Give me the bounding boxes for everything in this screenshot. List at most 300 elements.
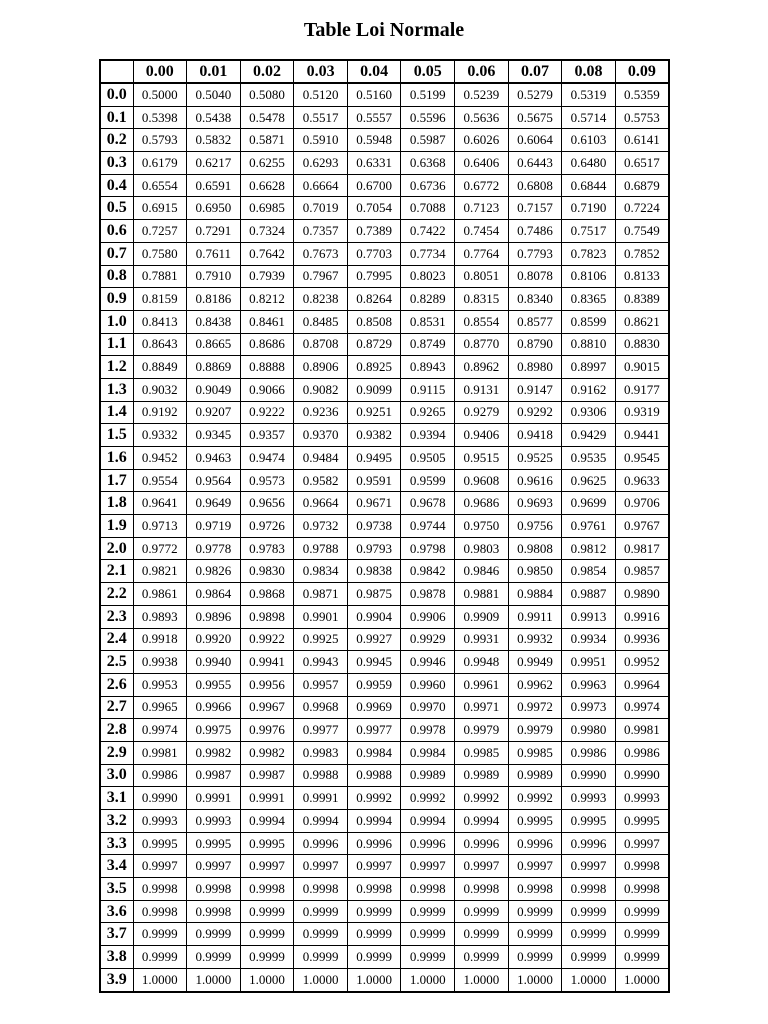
- row-header: 2.3: [100, 605, 133, 628]
- table-cell: 0.9906: [401, 605, 455, 628]
- table-cell: 0.8980: [508, 356, 562, 379]
- table-cell: 0.5359: [615, 83, 669, 106]
- table-cell: 0.9980: [562, 719, 616, 742]
- table-row: [100, 900, 669, 923]
- table-cell: 0.9993: [615, 787, 669, 810]
- table-cell: 0.6179: [133, 152, 187, 175]
- row-header: 0.1: [100, 106, 133, 129]
- column-header: 0.03: [294, 60, 348, 83]
- table-cell: 0.9967: [240, 696, 294, 719]
- row-header: 1.0: [100, 310, 133, 333]
- row-header: 2.4: [100, 628, 133, 651]
- row-header: 1.1: [100, 333, 133, 356]
- table-cell: 0.9793: [347, 537, 401, 560]
- table-cell: 0.8365: [562, 288, 616, 311]
- table-cell: 0.5319: [562, 83, 616, 106]
- table-cell: 0.5753: [615, 106, 669, 129]
- table-cell: 0.6985: [240, 197, 294, 220]
- table-cell: 0.9441: [615, 424, 669, 447]
- table-row: [100, 605, 669, 628]
- table-row: [100, 447, 669, 470]
- table-cell: 0.6103: [562, 129, 616, 152]
- table-cell: 0.9986: [562, 741, 616, 764]
- table-cell: 0.5636: [455, 106, 509, 129]
- table-cell: 0.5557: [347, 106, 401, 129]
- row-header: 0.2: [100, 129, 133, 152]
- table-cell: 0.5793: [133, 129, 187, 152]
- table-cell: 0.9959: [347, 673, 401, 696]
- table-cell: 0.9738: [347, 515, 401, 538]
- row-header: 1.2: [100, 356, 133, 379]
- table-cell: 0.9949: [508, 651, 562, 674]
- table-cell: 0.9573: [240, 469, 294, 492]
- table-row: [100, 83, 669, 106]
- table-row: [100, 673, 669, 696]
- table-cell: 1.0000: [508, 968, 562, 991]
- table-row: [100, 310, 669, 333]
- table-cell: 0.9999: [562, 900, 616, 923]
- row-header: 2.2: [100, 583, 133, 606]
- table-cell: 0.9957: [294, 673, 348, 696]
- table-cell: 0.9826: [187, 560, 241, 583]
- table-cell: 1.0000: [562, 968, 616, 991]
- table-cell: 0.9909: [455, 605, 509, 628]
- table-cell: 0.6808: [508, 174, 562, 197]
- table-row: [100, 356, 669, 379]
- table-cell: 0.7357: [294, 220, 348, 243]
- table-cell: 0.8106: [562, 265, 616, 288]
- table-cell: 0.9929: [401, 628, 455, 651]
- table-cell: 0.9922: [240, 628, 294, 651]
- table-cell: 0.9236: [294, 401, 348, 424]
- table-cell: 0.9864: [187, 583, 241, 606]
- table-cell: 0.9999: [187, 946, 241, 969]
- table-row: [100, 628, 669, 651]
- table-cell: 0.9861: [133, 583, 187, 606]
- table-cell: 0.9999: [347, 900, 401, 923]
- table-cell: 0.5199: [401, 83, 455, 106]
- table-cell: 0.9995: [508, 810, 562, 833]
- table-cell: 0.8869: [187, 356, 241, 379]
- table-cell: 0.9979: [508, 719, 562, 742]
- table-cell: 0.8340: [508, 288, 562, 311]
- table-cell: 0.9641: [133, 492, 187, 515]
- table-cell: 0.9767: [615, 515, 669, 538]
- table-row: [100, 401, 669, 424]
- row-header: 0.0: [100, 83, 133, 106]
- row-header: 3.0: [100, 764, 133, 787]
- table-cell: 0.9911: [508, 605, 562, 628]
- table-cell: 0.8686: [240, 333, 294, 356]
- table-cell: 0.9192: [133, 401, 187, 424]
- column-header: 0.00: [133, 60, 187, 83]
- column-header: 0.08: [562, 60, 616, 83]
- table-cell: 0.9989: [455, 764, 509, 787]
- table-cell: 0.8264: [347, 288, 401, 311]
- table-cell: 0.9846: [455, 560, 509, 583]
- table-cell: 0.9985: [455, 741, 509, 764]
- table-row: [100, 492, 669, 515]
- table-cell: 0.9997: [615, 832, 669, 855]
- table-row: [100, 333, 669, 356]
- table-cell: 1.0000: [294, 968, 348, 991]
- table-cell: 0.9099: [347, 378, 401, 401]
- table-cell: 0.9671: [347, 492, 401, 515]
- table-cell: 0.9616: [508, 469, 562, 492]
- table-row: [100, 923, 669, 946]
- table-cell: 0.8389: [615, 288, 669, 311]
- table-cell: 0.9989: [508, 764, 562, 787]
- table-cell: 0.9999: [508, 923, 562, 946]
- table-cell: 0.8810: [562, 333, 616, 356]
- table-cell: 0.8665: [187, 333, 241, 356]
- table-cell: 0.9934: [562, 628, 616, 651]
- row-header: 1.3: [100, 378, 133, 401]
- table-cell: 0.9599: [401, 469, 455, 492]
- table-cell: 0.5948: [347, 129, 401, 152]
- table-cell: 0.8133: [615, 265, 669, 288]
- table-cell: 0.6217: [187, 152, 241, 175]
- table-cell: 0.9998: [455, 878, 509, 901]
- table-cell: 0.9131: [455, 378, 509, 401]
- table-cell: 0.9920: [187, 628, 241, 651]
- table-cell: 0.9904: [347, 605, 401, 628]
- table-cell: 0.7910: [187, 265, 241, 288]
- table-cell: 0.9821: [133, 560, 187, 583]
- table-cell: 0.9956: [240, 673, 294, 696]
- table-cell: 0.9999: [187, 923, 241, 946]
- row-header: 1.6: [100, 447, 133, 470]
- table-header-row: [100, 60, 669, 83]
- table-cell: 0.9999: [240, 923, 294, 946]
- table-cell: 0.9994: [240, 810, 294, 833]
- table-cell: 0.5596: [401, 106, 455, 129]
- table-cell: 0.7764: [455, 242, 509, 265]
- table-cell: 1.0000: [240, 968, 294, 991]
- table-cell: 0.9988: [294, 764, 348, 787]
- table-cell: 0.9979: [455, 719, 509, 742]
- table-cell: 0.9990: [615, 764, 669, 787]
- table-cell: 0.6443: [508, 152, 562, 175]
- row-header: 0.9: [100, 288, 133, 311]
- table-cell: 0.7324: [240, 220, 294, 243]
- table-cell: 0.9999: [615, 923, 669, 946]
- table-cell: 0.6915: [133, 197, 187, 220]
- corner-cell: [100, 60, 133, 83]
- table-cell: 0.9147: [508, 378, 562, 401]
- table-cell: 0.9986: [133, 764, 187, 787]
- table-cell: 0.9988: [347, 764, 401, 787]
- table-cell: 0.9998: [294, 878, 348, 901]
- table-cell: 0.6772: [455, 174, 509, 197]
- table-cell: 0.9963: [562, 673, 616, 696]
- table-cell: 0.7611: [187, 242, 241, 265]
- table-cell: 0.7673: [294, 242, 348, 265]
- table-cell: 0.9279: [455, 401, 509, 424]
- table-cell: 0.9999: [455, 946, 509, 969]
- table-cell: 0.9992: [347, 787, 401, 810]
- table-cell: 0.9931: [455, 628, 509, 651]
- row-header: 2.5: [100, 651, 133, 674]
- table-cell: 0.9999: [455, 923, 509, 946]
- table-cell: 0.9693: [508, 492, 562, 515]
- table-cell: 0.9999: [347, 946, 401, 969]
- table-cell: 0.8790: [508, 333, 562, 356]
- table-cell: 0.9972: [508, 696, 562, 719]
- table-cell: 0.6950: [187, 197, 241, 220]
- table-cell: 0.9989: [401, 764, 455, 787]
- table-cell: 0.9357: [240, 424, 294, 447]
- table-cell: 0.9719: [187, 515, 241, 538]
- table-cell: 0.9998: [615, 878, 669, 901]
- table-cell: 0.9582: [294, 469, 348, 492]
- table-cell: 0.9961: [455, 673, 509, 696]
- table-cell: 0.8749: [401, 333, 455, 356]
- table-row: [100, 174, 669, 197]
- table-cell: 0.8508: [347, 310, 401, 333]
- table-cell: 0.9686: [455, 492, 509, 515]
- normal-distribution-table: [99, 59, 670, 993]
- table-cell: 0.9966: [187, 696, 241, 719]
- table-cell: 0.9345: [187, 424, 241, 447]
- table-row: [100, 787, 669, 810]
- table-cell: 0.9999: [508, 900, 562, 923]
- table-cell: 0.8708: [294, 333, 348, 356]
- table-cell: 0.9678: [401, 492, 455, 515]
- table-cell: 0.9999: [240, 946, 294, 969]
- table-cell: 0.9943: [294, 651, 348, 674]
- table-cell: 0.9918: [133, 628, 187, 651]
- table-cell: 0.9999: [294, 923, 348, 946]
- table-cell: 0.8289: [401, 288, 455, 311]
- table-cell: 0.9953: [133, 673, 187, 696]
- table-cell: 0.7157: [508, 197, 562, 220]
- table-cell: 0.9996: [455, 832, 509, 855]
- table-cell: 0.8577: [508, 310, 562, 333]
- table-cell: 0.5910: [294, 129, 348, 152]
- row-header: 3.8: [100, 946, 133, 969]
- table-cell: 0.9817: [615, 537, 669, 560]
- table-cell: 0.8997: [562, 356, 616, 379]
- table-cell: 0.9999: [240, 900, 294, 923]
- table-cell: 0.9994: [455, 810, 509, 833]
- table-cell: 0.9484: [294, 447, 348, 470]
- column-header: 0.09: [615, 60, 669, 83]
- row-header: 0.8: [100, 265, 133, 288]
- row-header: 1.7: [100, 469, 133, 492]
- row-header: 2.6: [100, 673, 133, 696]
- table-cell: 0.9998: [562, 878, 616, 901]
- table-row: [100, 469, 669, 492]
- table-cell: 0.9664: [294, 492, 348, 515]
- table-cell: 0.8186: [187, 288, 241, 311]
- table-cell: 0.9999: [294, 900, 348, 923]
- table-cell: 1.0000: [347, 968, 401, 991]
- table-cell: 0.9591: [347, 469, 401, 492]
- table-cell: 0.9649: [187, 492, 241, 515]
- table-cell: 0.8729: [347, 333, 401, 356]
- table-cell: 0.7881: [133, 265, 187, 288]
- table-cell: 0.9997: [455, 855, 509, 878]
- table-cell: 0.7422: [401, 220, 455, 243]
- table-cell: 0.5478: [240, 106, 294, 129]
- table-cell: 0.9332: [133, 424, 187, 447]
- table-cell: 0.9996: [401, 832, 455, 855]
- row-header: 3.6: [100, 900, 133, 923]
- table-cell: 0.9941: [240, 651, 294, 674]
- table-cell: 0.9982: [240, 741, 294, 764]
- table-cell: 0.9996: [294, 832, 348, 855]
- table-cell: 0.9970: [401, 696, 455, 719]
- table-cell: 0.7389: [347, 220, 401, 243]
- table-cell: 0.9990: [562, 764, 616, 787]
- table-cell: 0.9913: [562, 605, 616, 628]
- table-row: [100, 810, 669, 833]
- table-cell: 0.9452: [133, 447, 187, 470]
- table-cell: 0.9964: [615, 673, 669, 696]
- table-cell: 0.9525: [508, 447, 562, 470]
- table-cell: 0.6255: [240, 152, 294, 175]
- table-cell: 0.9999: [615, 900, 669, 923]
- table-cell: 0.9772: [133, 537, 187, 560]
- table-cell: 0.9976: [240, 719, 294, 742]
- table-cell: 0.8643: [133, 333, 187, 356]
- table-row: [100, 378, 669, 401]
- table-cell: 0.9382: [347, 424, 401, 447]
- table-cell: 0.9916: [615, 605, 669, 628]
- table-row: [100, 719, 669, 742]
- table-cell: 0.9948: [455, 651, 509, 674]
- table-cell: 0.6844: [562, 174, 616, 197]
- table-row: [100, 764, 669, 787]
- table-cell: 0.9706: [615, 492, 669, 515]
- table-cell: 0.9952: [615, 651, 669, 674]
- table-cell: 0.9049: [187, 378, 241, 401]
- table-cell: 0.9783: [240, 537, 294, 560]
- table-row: [100, 968, 669, 991]
- table-cell: 0.5279: [508, 83, 562, 106]
- table-cell: 0.9974: [133, 719, 187, 742]
- table-cell: 0.9744: [401, 515, 455, 538]
- table-cell: 0.9761: [562, 515, 616, 538]
- table-cell: 0.9995: [240, 832, 294, 855]
- table-cell: 0.6700: [347, 174, 401, 197]
- table-cell: 0.9608: [455, 469, 509, 492]
- table-cell: 0.6406: [455, 152, 509, 175]
- row-header: 3.1: [100, 787, 133, 810]
- table-cell: 0.7088: [401, 197, 455, 220]
- table-cell: 0.9975: [187, 719, 241, 742]
- table-cell: 0.9995: [562, 810, 616, 833]
- table-cell: 0.9987: [187, 764, 241, 787]
- table-cell: 0.8461: [240, 310, 294, 333]
- table-cell: 0.7823: [562, 242, 616, 265]
- row-header: 0.7: [100, 242, 133, 265]
- table-cell: 0.9394: [401, 424, 455, 447]
- table-cell: 0.6591: [187, 174, 241, 197]
- table-cell: 1.0000: [133, 968, 187, 991]
- table-cell: 0.9429: [562, 424, 616, 447]
- table-cell: 0.8438: [187, 310, 241, 333]
- table-cell: 0.7852: [615, 242, 669, 265]
- table-row: [100, 696, 669, 719]
- table-cell: 0.9265: [401, 401, 455, 424]
- table-cell: 0.9066: [240, 378, 294, 401]
- table-cell: 0.8906: [294, 356, 348, 379]
- table-cell: 0.9207: [187, 401, 241, 424]
- table-cell: 0.7019: [294, 197, 348, 220]
- table-cell: 0.9991: [240, 787, 294, 810]
- table-cell: 0.9974: [615, 696, 669, 719]
- table-cell: 0.6331: [347, 152, 401, 175]
- table-cell: 0.9982: [187, 741, 241, 764]
- table-cell: 0.9955: [187, 673, 241, 696]
- table-cell: 0.9756: [508, 515, 562, 538]
- table-cell: 0.5040: [187, 83, 241, 106]
- table-cell: 0.9995: [187, 832, 241, 855]
- table-cell: 0.8925: [347, 356, 401, 379]
- table-cell: 0.9633: [615, 469, 669, 492]
- table-cell: 0.8159: [133, 288, 187, 311]
- table-cell: 0.7549: [615, 220, 669, 243]
- table-row: [100, 152, 669, 175]
- table-cell: 0.9984: [347, 741, 401, 764]
- table-cell: 0.9999: [562, 923, 616, 946]
- table-cell: 0.9893: [133, 605, 187, 628]
- table-cell: 0.7291: [187, 220, 241, 243]
- row-header: 3.2: [100, 810, 133, 833]
- table-cell: 0.9505: [401, 447, 455, 470]
- table-row: [100, 741, 669, 764]
- table-cell: 0.5160: [347, 83, 401, 106]
- table-cell: 0.6064: [508, 129, 562, 152]
- table-cell: 0.9997: [508, 855, 562, 878]
- table-cell: 0.9495: [347, 447, 401, 470]
- table-row: [100, 265, 669, 288]
- table-cell: 0.9969: [347, 696, 401, 719]
- table-cell: 0.9997: [347, 855, 401, 878]
- table-body: [100, 83, 669, 992]
- table-cell: 0.9927: [347, 628, 401, 651]
- table-cell: 0.9971: [455, 696, 509, 719]
- table-cell: 0.9726: [240, 515, 294, 538]
- table-cell: 0.9951: [562, 651, 616, 674]
- table-cell: 0.9222: [240, 401, 294, 424]
- table-cell: 0.9896: [187, 605, 241, 628]
- table-cell: 0.5120: [294, 83, 348, 106]
- table-row: [100, 560, 669, 583]
- table-cell: 0.9938: [133, 651, 187, 674]
- table-cell: 0.9901: [294, 605, 348, 628]
- table-cell: 0.5517: [294, 106, 348, 129]
- table-cell: 0.9936: [615, 628, 669, 651]
- table-cell: 0.9998: [133, 878, 187, 901]
- table-row: [100, 878, 669, 901]
- table-cell: 0.9884: [508, 583, 562, 606]
- table-cell: 0.6480: [562, 152, 616, 175]
- row-header: 3.4: [100, 855, 133, 878]
- table-cell: 0.7054: [347, 197, 401, 220]
- table-cell: 0.8413: [133, 310, 187, 333]
- table-cell: 0.8078: [508, 265, 562, 288]
- table-cell: 0.9987: [240, 764, 294, 787]
- table-cell: 0.9881: [455, 583, 509, 606]
- table-cell: 0.9999: [294, 946, 348, 969]
- table-cell: 0.9545: [615, 447, 669, 470]
- table-cell: 0.9999: [562, 946, 616, 969]
- column-header: 0.02: [240, 60, 294, 83]
- table-cell: 0.9965: [133, 696, 187, 719]
